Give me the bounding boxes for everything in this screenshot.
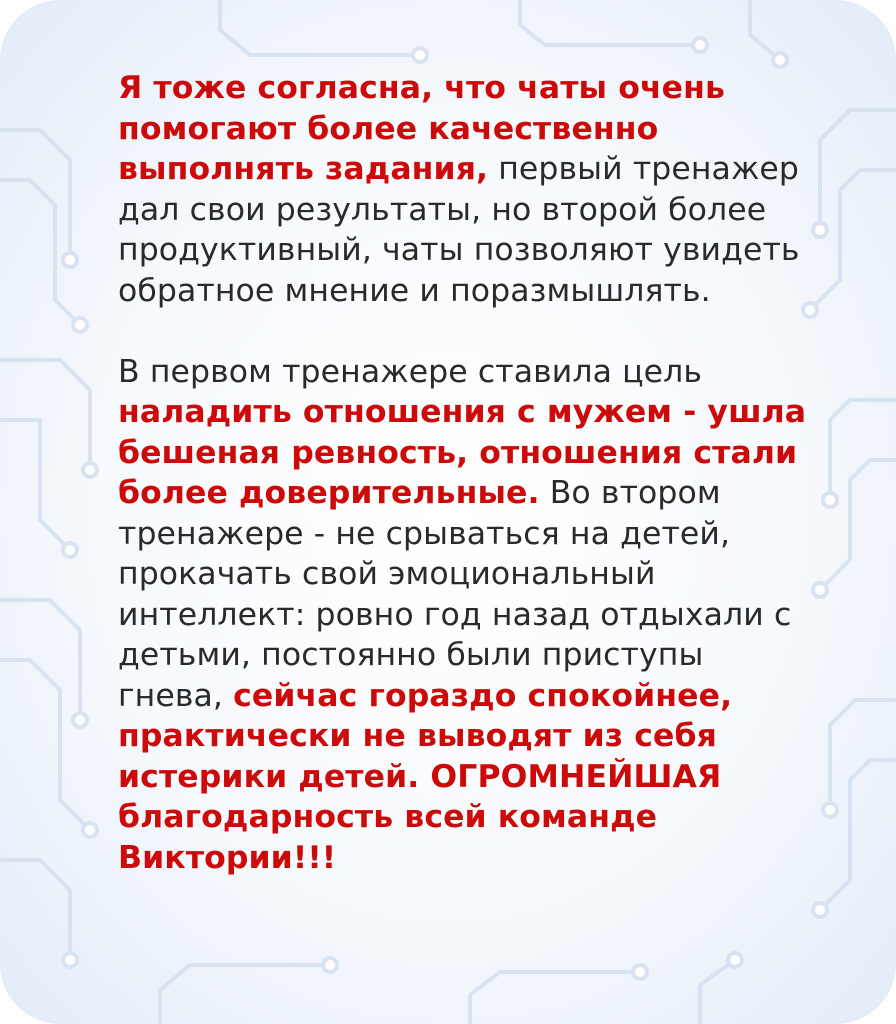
highlighted-text: сейчас гораздо спокойнее, практически не выводят из себя истерики детей. ОГРОМНЕЙШАЯ благодарность всей команде Виктории!!! [118,677,733,876]
paragraph-1 [118,68,818,311]
testimonial-text [118,68,818,878]
body-text: В первом тренажере ставила цель [118,353,703,390]
highlighted-text: Я тоже согласна, что чаты очень помогают более качественно выполнять задания, [118,70,726,187]
body-text: первый тренажер дал свои результаты, но второй более продуктивный, чаты позволяют увидеть обратное мнение и поразмышлять. [118,151,800,309]
body-text: Во втором тренажере - не срываться на детей, прокачать свой эмоциональный интеллект: ровно год назад отдыхали с детьми, постоянно были приступы гнева, [118,475,792,714]
highlighted-text: наладить отношения с мужем - ушла бешеная ревность, отношения стали более доверительные. [118,394,807,511]
paragraph-2 [118,352,818,879]
